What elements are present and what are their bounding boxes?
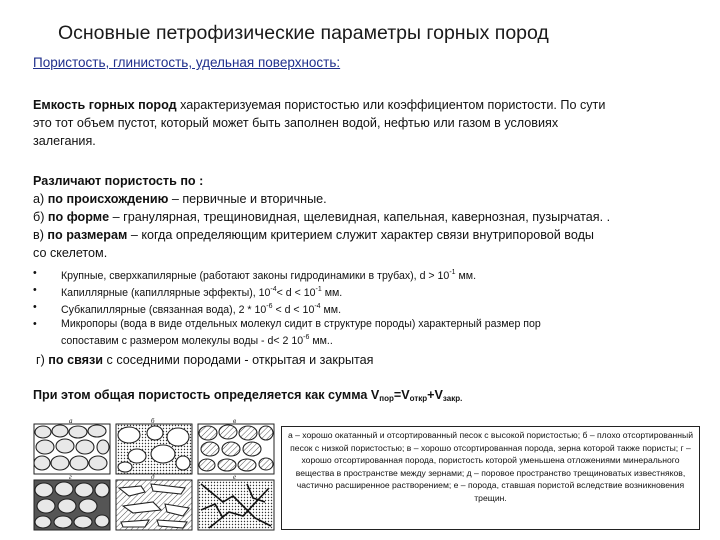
item-c-prefix: в) bbox=[33, 228, 48, 242]
item-c-text: – когда определяющим критерием служит характер связи внутрипоровой воды bbox=[127, 228, 594, 242]
pore-size-list: • Крупные, сверхкапилярные (работают законы гидродинамики в трубах), $d > 10^{-1}$ мм. • Капиллярные (капиллярные эффекты), $10^{-4}< d < 10^{-1}$ мм. • Субкапиллярные (связанная вода), $2 * 10^{-6} < d < 10^{-4}$ мм. • Микропоры (вода в виде отдельных молекул сидит в структуре породы) характерный размер пор сопоставим с размером молекулы воды - d< 2 $10^{-6}$ мм.. bbox=[33, 267, 541, 347]
capacity-line2: это тот объем пустот, который может быть заполнен водой, нефтью или газом в условиях bbox=[33, 116, 559, 130]
item-c-term: по размерам bbox=[47, 228, 128, 242]
panel-e bbox=[116, 480, 192, 530]
capacity-line3: залегания. bbox=[33, 134, 96, 148]
connectivity-item: г) по связи с соседними породами - открытая и закрытая bbox=[36, 353, 374, 367]
total-porosity-formula: При этом общая пористость определяется как сумма $V_{пор}=V_{откр}+V_{закр.}$ bbox=[33, 388, 463, 403]
capacity-paragraph bbox=[33, 96, 683, 150]
capacity-text: характеризуемая пористостью или коэффициентом пористости. По сути bbox=[176, 98, 606, 112]
panel-label: д bbox=[151, 473, 155, 481]
item-b-term: по форме bbox=[47, 210, 110, 224]
panel-d bbox=[34, 480, 110, 530]
panel-b bbox=[116, 424, 192, 474]
connectivity-term: по связи bbox=[48, 353, 104, 367]
subtitle-link[interactable]: Пористость, глинистость, удельная поверхность: bbox=[33, 55, 341, 70]
porosity-classification bbox=[33, 172, 683, 262]
capacity-term: Емкость горных пород bbox=[33, 98, 177, 112]
panel-a bbox=[34, 424, 110, 474]
item-b-text: – гранулярная, трещиновидная, щелевидная, капельная, кавернозная, пузырчатая. . bbox=[109, 210, 611, 224]
panel-label: б bbox=[151, 418, 155, 425]
figure-caption: а – хорошо окатанный и отсортированный песок с высокой пористостью; б – плохо отсортированный песок с низкой пористостью; в – хорошо отсортированная порода, зерна которой также пористы; г – хорошо отсортированная порода, пористость которой уменьшена отложениями минерального вещества в пространстве между зернами; д – поровое пространство трещиноватых известняков, частично расширенное растворением; е – порода, ставшая пористой вследствие возникновения трещин. bbox=[281, 426, 700, 530]
panel-label: а bbox=[69, 418, 73, 425]
page-title: Основные петрофизические параметры горных пород bbox=[58, 22, 549, 44]
item-a-text: – первичные и вторичные. bbox=[168, 192, 327, 206]
item-a-prefix: а) bbox=[33, 192, 48, 206]
panel-c bbox=[198, 424, 274, 474]
panel-label: е bbox=[233, 473, 237, 481]
panel-label: г bbox=[69, 473, 72, 481]
panel-label: в bbox=[233, 418, 237, 425]
item-a-term: по происхождению bbox=[47, 192, 169, 206]
panel-f bbox=[198, 480, 274, 530]
item-b-prefix: б) bbox=[33, 210, 48, 224]
classification-heading: Различают пористость по : bbox=[33, 174, 204, 188]
porosity-types-figure bbox=[33, 418, 275, 532]
connectivity-text: с соседними породами - открытая и закрытая bbox=[103, 353, 374, 367]
item-c-line2: со скелетом. bbox=[33, 246, 108, 260]
